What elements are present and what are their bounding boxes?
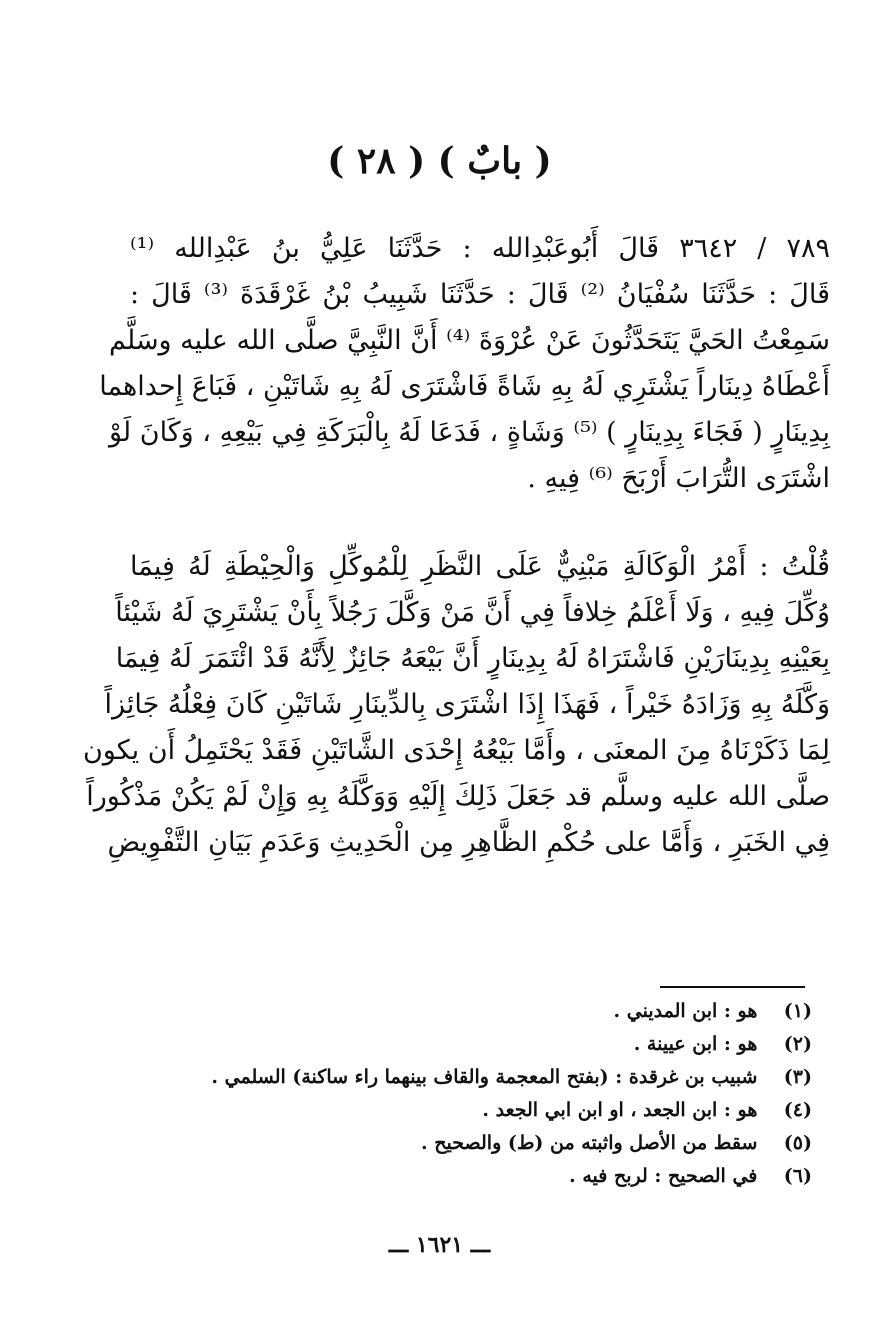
footnote-number: (٥) bbox=[783, 1132, 812, 1154]
footnote-text: سقط من الأصل واثبته من (ط) والصحيح . bbox=[421, 1132, 758, 1154]
commentary-line: فِي الخَبَرِ ، وَأَمَّا على حُكْمِ الظَّاهِرِ مِن الْحَدِيثِ وَعَدَمِ بَيَانِ التَّفْوِيضِ bbox=[107, 827, 830, 858]
footnote-divider bbox=[660, 986, 805, 988]
commentary-line: قُلْتُ : أَمْرُ الْوَكَالَةِ مَبْنِيٌّ عَلَى النَّظَرِ لِلْمُوكِّلِ وَالْحِيْطَةِ لَهُ فِيمَا bbox=[130, 551, 830, 582]
footnote-item bbox=[150, 1127, 812, 1160]
commentary-line: وُكِّلَ فِيهِ ، وَلَا أَعْلَمُ خِلافاً فِي أَنَّ مَنْ وَكَّلَ رَجُلاً بِأَنْ يَشْتَرِيَ لَهُ شَيْئاً bbox=[115, 597, 830, 628]
chapter-heading: ( ٢٨ ) ( بابٌ ) bbox=[327, 140, 552, 182]
footnote-number: (٦) bbox=[783, 1165, 812, 1187]
hadith-line: أَعْطَاهُ دِينَاراً يَشْتَرِي لَهُ بِهِ شَاةً فَاشْتَرَى لَهُ بِهِ شَاتَيْنِ ، فَبَاعَ إِحداهما bbox=[99, 371, 830, 402]
footnotes bbox=[150, 995, 812, 1193]
footnote-item bbox=[150, 1094, 812, 1127]
footnote-text: في الصحيح : لربح فيه . bbox=[569, 1165, 758, 1187]
footnote-number: (٣) bbox=[783, 1066, 812, 1088]
footnote-text: هو : ابن عيينة . bbox=[633, 1033, 758, 1055]
footnote-item bbox=[150, 1028, 812, 1061]
footnote-number: (٤) bbox=[783, 1099, 812, 1121]
hadith-text bbox=[99, 226, 831, 502]
hadith-line: ٧٨٩ / ٣٦٤٢ قَالَ أَبُوعَبْدِالله : حَدَّثَنَا عَلِيُّ بنُ عَبْدِالله ⁽¹⁾ bbox=[130, 233, 831, 264]
commentary-text bbox=[82, 544, 830, 866]
hadith-line: سَمِعْتُ الحَيَّ يَتَحَدَّثُونَ عَنْ عُرْوَةَ ⁽⁴⁾ أَنَّ النَّبِيَّ صلَّى الله عليه وسَلَّم bbox=[109, 325, 830, 356]
footnote-text: هو : ابن المديني . bbox=[613, 1000, 758, 1022]
hadith-line: بِدِينَارٍ ( فَجَاءَ بِدِينَارٍ ) ⁽⁵⁾ وَشَاةٍ ، فَدَعَا لَهُ بِالْبَرَكَةِ فِي بَيْعِهِ ، وَكَانَ لَوْ bbox=[108, 417, 830, 448]
footnote-text: شبيب بن غرقدة : (بفتح المعجمة والقاف بينهما راء ساكنة) السلمي . bbox=[211, 1066, 758, 1088]
commentary-line: وَكَّلَهُ بِهِ وَزَادَهُ خَيْراً ، فَهَذَا إِذَا اشْتَرَى بِالدِّينَارِ شَاتَيْنِ كَانَ فِعْلُهُ جَائِزاً bbox=[104, 689, 830, 720]
page-number: ـــ ١٦٢١ ـــ bbox=[388, 1232, 491, 1258]
commentary-line: بِعَيْنِهِ بِدِينَارَيْنِ فَاشْتَرَاهُ لَهُ بِدِينَارٍ أَنَّ بَيْعَهُ جَائِزٌ لِأَنَّهُ قَدْ ائْتَمَرَ لَهُ فِيمَا bbox=[115, 643, 830, 674]
hadith-line: قَالَ : حَدَّثَنَا سُفْيَانُ ⁽²⁾ قَالَ : حَدَّثَنَا شَبِيبُ بْنُ غَرْقَدَةَ ⁽³⁾ قَالَ : bbox=[130, 279, 830, 310]
footnote-number: (٢) bbox=[783, 1033, 812, 1055]
hadith-line: اشْتَرَى التُّرَابَ أَرْبَحَ ⁽⁶⁾ فِيهِ . bbox=[527, 463, 830, 494]
footnote-item bbox=[150, 995, 812, 1028]
commentary-line: لِمَا ذَكَرْنَاهُ مِنَ المعنَى ، وأَمَّا بَيْعُهُ إِحْدَى الشَّاتَيْنِ فَقَدْ يَحْتَمِلُ أَن يكون bbox=[82, 735, 830, 766]
footnote-item bbox=[150, 1061, 812, 1094]
footnote-text: هو : ابن الجعد ، او ابن ابي الجعد . bbox=[482, 1099, 758, 1121]
footnote-number: (١) bbox=[783, 1000, 812, 1022]
commentary-line: صلَّى الله عليه وسلَّم قد جَعَلَ ذَلِكَ إِلَيْهِ وَوَكَّلَهُ بِهِ وَإِنْ لَمْ يَكُنْ مَذْكُوراً bbox=[86, 781, 830, 812]
footnote-item bbox=[150, 1160, 812, 1193]
